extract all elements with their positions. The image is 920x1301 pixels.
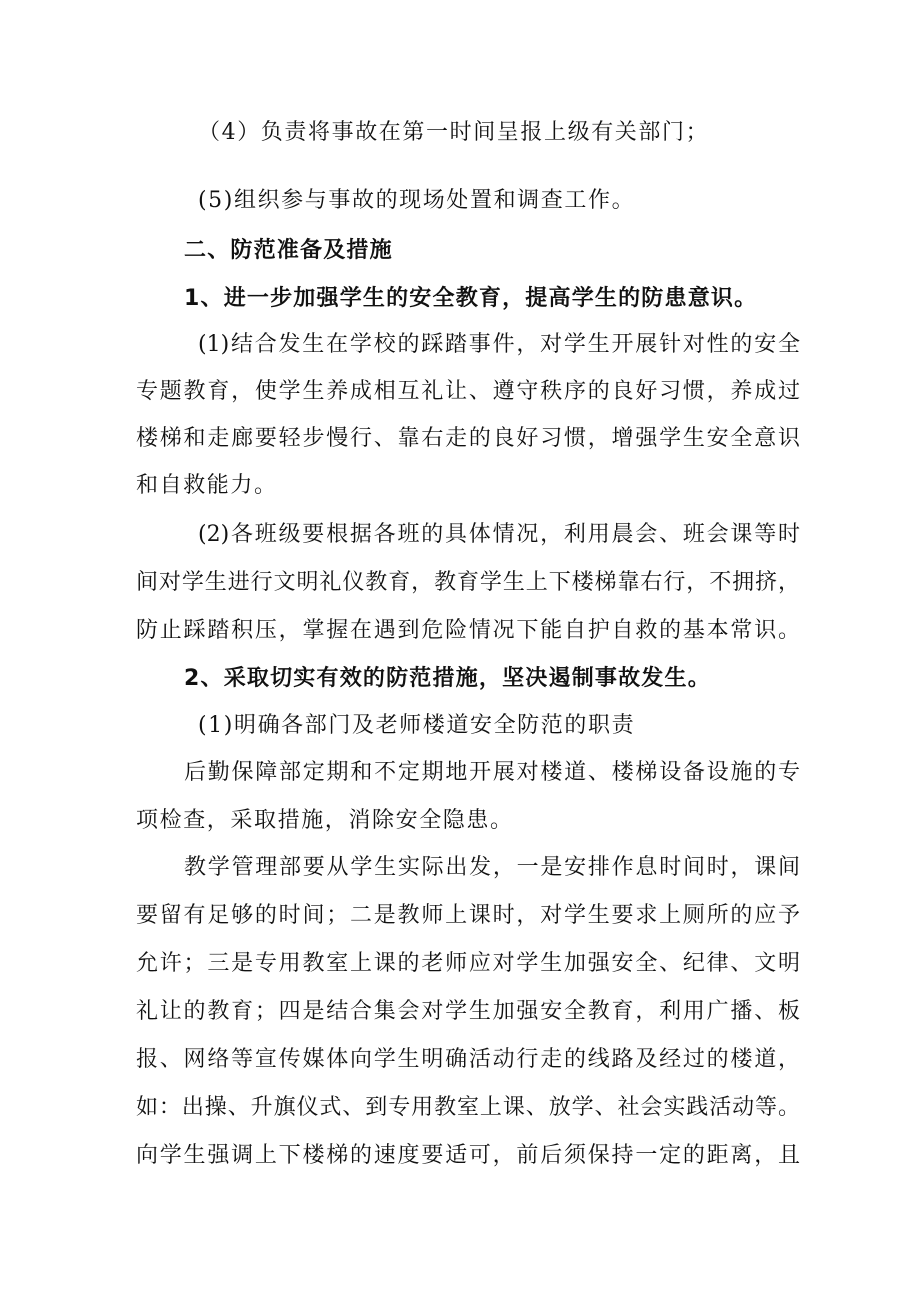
paragraph-line: 后勤保障部定期和不定期地开展对楼道、楼梯设备设施的专 <box>184 760 800 785</box>
paragraph-line: 要留有足够的时间；二是教师上课时，对学生要求上厕所的应予 <box>136 903 800 928</box>
paragraph-line: 间对学生进行文明礼仪教育，教育学生上下楼梯靠右行，不拥挤， <box>136 570 800 595</box>
paragraph-line: (2)各班级要根据各班的具体情况，利用晨会、班会课等时 <box>198 522 800 547</box>
paragraph-line: 向学生强调上下楼梯的速度要适可，前后须保持一定的距离，且 <box>136 1143 800 1168</box>
paragraph-line: 防止踩踏积压，掌握在遇到危险情况下能自护自救的基本常识。 <box>136 618 800 643</box>
paragraph-line: 楼梯和走廊要轻步慢行、靠右走的良好习惯，增强学生安全意识 <box>136 426 800 451</box>
subsection-heading-2: 2、采取切实有效的防范措施，坚决遏制事故发生。 <box>184 666 711 691</box>
paragraph-line: (1)明确各部门及老师楼道安全防范的职责 <box>198 713 636 738</box>
paragraph-line: 允许；三是专用教室上课的老师应对学生加强安全、纪律、文明 <box>136 951 800 976</box>
list-item-5: (5)组织参与事故的现场处置和调查工作。 <box>198 188 636 213</box>
paragraph-line: 礼让的教育；四是结合集会对学生加强安全教育，利用广播、板 <box>136 999 800 1024</box>
paragraph-line: (1)结合发生在学校的踩踏事件，对学生开展针对性的安全 <box>198 332 800 357</box>
section-heading: 二、防范准备及措施 <box>184 238 393 263</box>
paragraph-line: 和自救能力。 <box>136 473 278 498</box>
subsection-heading-1: 1、进一步加强学生的安全教育，提高学生的防患意识。 <box>184 286 758 311</box>
paragraph-line: 项检查，采取措施，消除安全隐患。 <box>136 808 514 833</box>
list-item-4: （4）负责将事故在第一时间呈报上级有关部门； <box>198 120 710 145</box>
paragraph-line: 如：出操、升旗仪式、到专用教室上课、放学、社会实践活动等。 <box>136 1095 800 1120</box>
paragraph-line: 报、网络等宣传媒体向学生明确活动行走的线路及经过的楼道， <box>136 1047 800 1072</box>
paragraph-line: 专题教育，使学生养成相互礼让、遵守秩序的良好习惯，养成过 <box>136 379 800 404</box>
paragraph-line: 教学管理部要从学生实际出发，一是安排作息时间时，课间 <box>184 855 800 880</box>
